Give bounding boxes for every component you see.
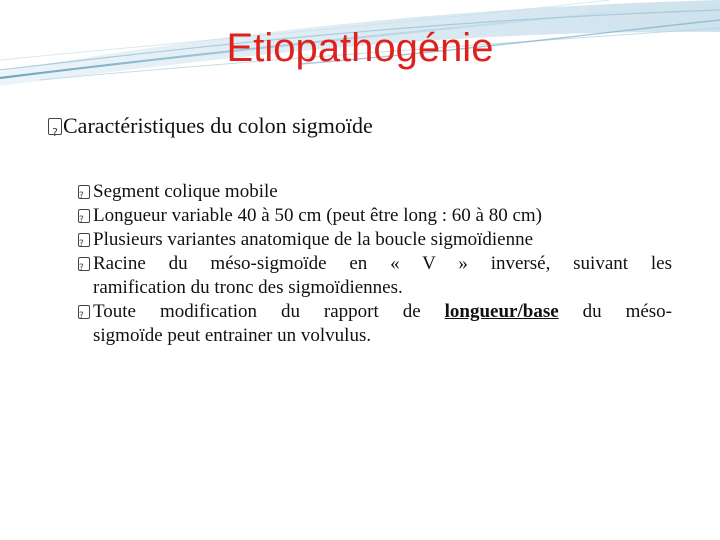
list-item-text: Longueur variable 40 à 50 cm (peut être long : 60 à 80 cm) [93, 205, 542, 226]
bullet-glyph-icon [78, 209, 90, 223]
emphasized-term: longueur/base [444, 301, 559, 322]
list-item [78, 204, 672, 228]
main-bullet [48, 111, 688, 141]
list-item [78, 252, 672, 300]
list-item-line-2: sigmoïde peut entrainer un volvulus. [93, 325, 372, 346]
list-item-text-pre: Toute modification du rapport de [93, 301, 421, 322]
list-item [78, 180, 672, 204]
bullet-glyph-icon [78, 185, 90, 199]
list-item [78, 300, 672, 348]
sub-bullet-list [78, 180, 672, 348]
list-item-text-post: du méso- [582, 301, 673, 322]
main-bullet-text: Caractéristiques du colon sigmoïde [63, 113, 373, 138]
slide-title: Etiopathogénie [226, 26, 494, 70]
bullet-glyph-icon [78, 257, 90, 271]
bullet-glyph-icon [48, 118, 62, 135]
list-item-text: Segment colique mobile [93, 181, 278, 202]
list-item-line-1 [93, 300, 672, 324]
bullet-glyph-icon [78, 233, 90, 247]
list-item-line-2: ramification du tronc des sigmoïdiennes. [93, 277, 403, 298]
bullet-glyph-icon [78, 305, 90, 319]
list-item [78, 228, 672, 252]
list-item-line-1: Racine du méso-sigmoïde en « V » inversé, suivant les [93, 253, 672, 274]
list-item-text: Plusieurs variantes anatomique de la boucle sigmoïdienne [93, 229, 534, 250]
